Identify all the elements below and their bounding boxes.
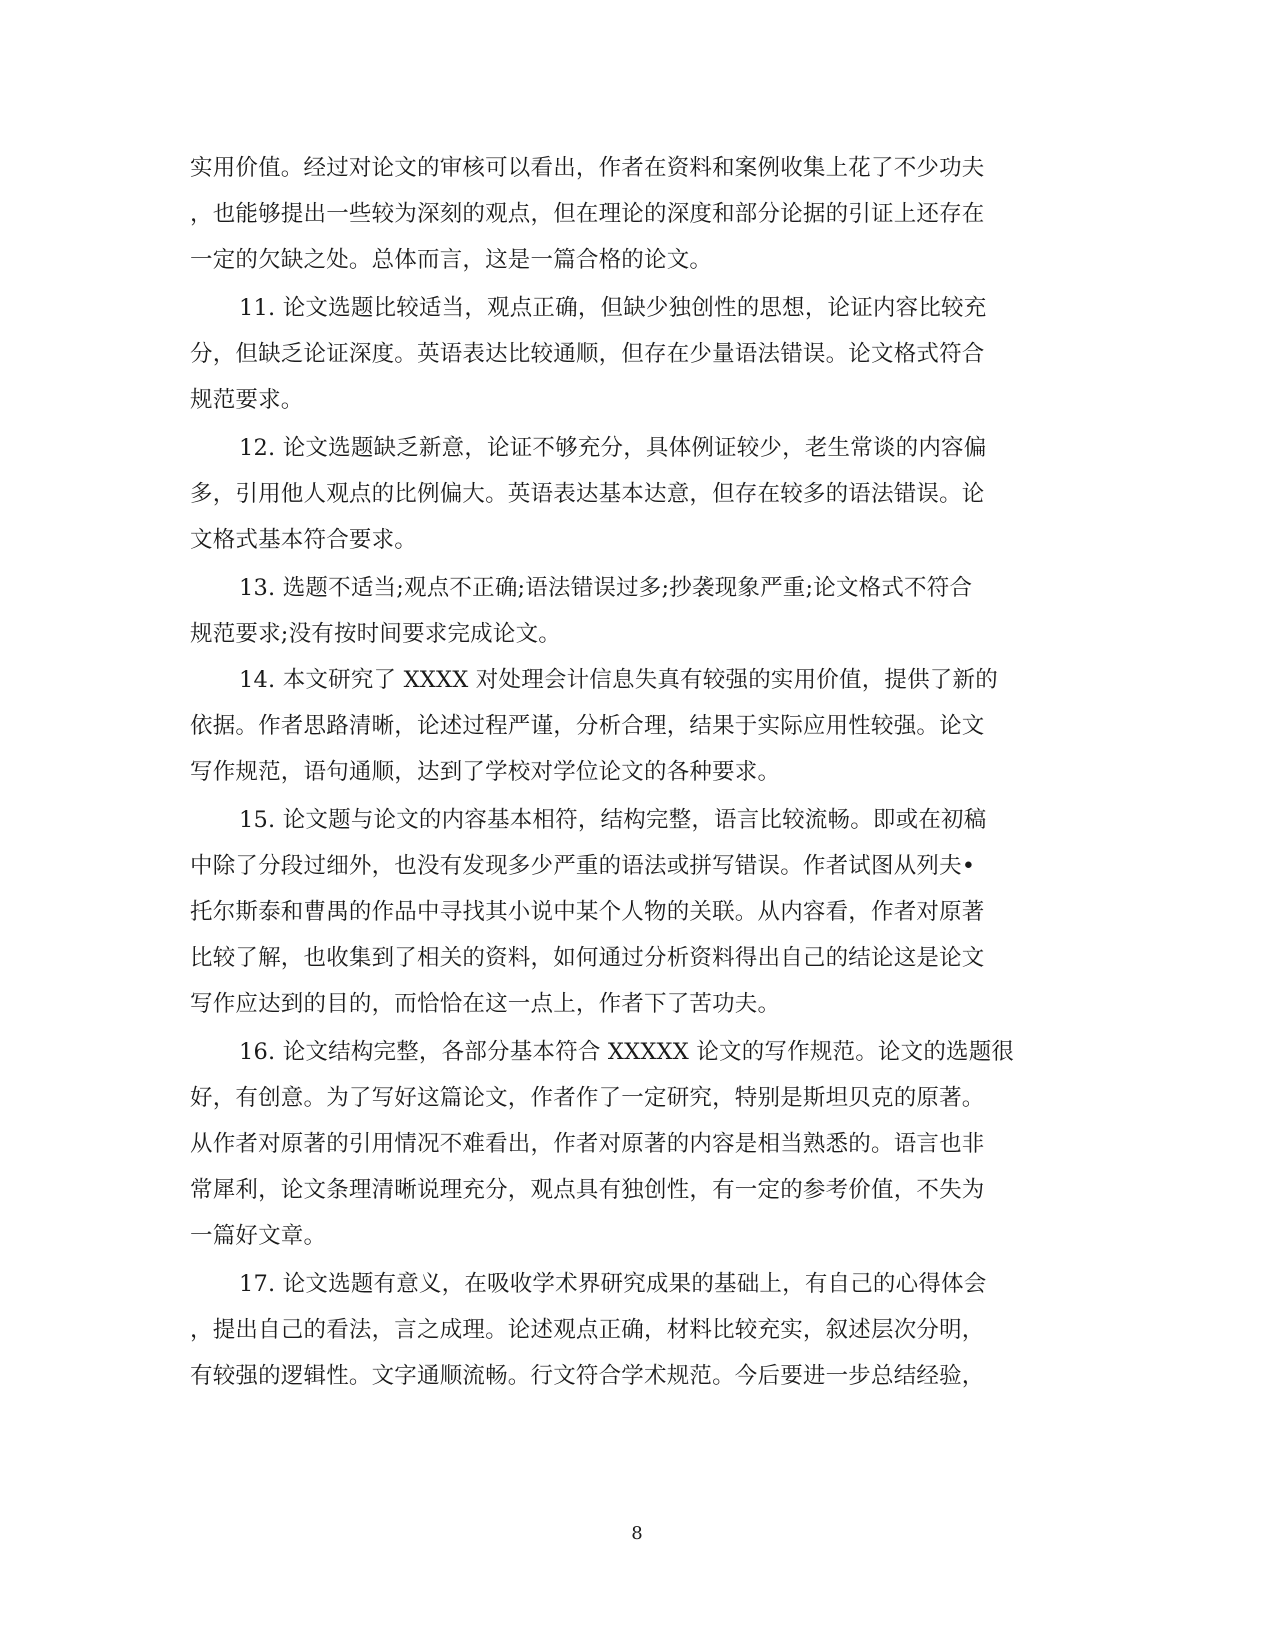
- text-line: 文格式基本符合要求。: [190, 527, 418, 553]
- text-line: 依据。作者思路清晰，论述过程严谨，分析合理，结果于实际应用性较强。论文: [190, 713, 985, 739]
- text-line: 规范要求。: [190, 387, 304, 413]
- text-line: 有较强的逻辑性。文字通顺流畅。行文符合学术规范。今后要进一步总结经验，: [190, 1363, 985, 1389]
- text-line: 好，有创意。为了写好这篇论文，作者作了一定研究，特别是斯坦贝克的原著。: [190, 1085, 985, 1111]
- text-line: ，提出自己的看法，言之成理。论述观点正确，材料比较充实，叙述层次分明，: [190, 1317, 985, 1343]
- text-line: 比较了解，也收集到了相关的资料，如何通过分析资料得出自己的结论这是论文: [190, 945, 985, 971]
- text-line: 写作应达到的目的，而恰恰在这一点上，作者下了苦功夫。: [190, 991, 781, 1017]
- text-line: 15. 论文题与论文的内容基本相符，结构完整，语言比较流畅。即或在初稿: [239, 807, 987, 833]
- text-line: 中除了分段过细外，也没有发现多少严重的语法或拼写错误。作者试图从列夫•: [190, 853, 976, 879]
- text-line: 14. 本文研究了 XXXX 对处理会计信息失真有较强的实用价值，提供了新的: [239, 667, 998, 693]
- text-line: 一定的欠缺之处。总体而言，这是一篇合格的论文。: [190, 247, 713, 273]
- text-line: 托尔斯泰和曹禺的作品中寻找其小说中某个人物的关联。从内容看，作者对原著: [190, 899, 985, 925]
- text-line: 多，引用他人观点的比例偏大。英语表达基本达意，但存在较多的语法错误。论: [190, 481, 985, 507]
- text-line: 12. 论文选题缺乏新意，论证不够充分，具体例证较少，老生常谈的内容偏: [239, 435, 987, 461]
- page-number: 8: [631, 1523, 643, 1544]
- text-line: 一篇好文章。: [190, 1223, 327, 1249]
- text-line: 写作规范，语句通顺，达到了学校对学位论文的各种要求。: [190, 759, 781, 785]
- text-line: 13. 选题不适当;观点不正确;语法错误过多;抄袭现象严重;论文格式不符合: [239, 575, 973, 601]
- text-line: 实用价值。经过对论文的审核可以看出，作者在资料和案例收集上花了不少功夫: [190, 155, 985, 181]
- text-line: 规范要求;没有按时间要求完成论文。: [190, 621, 561, 647]
- text-line: 17. 论文选题有意义，在吸收学术界研究成果的基础上，有自己的心得体会: [239, 1271, 987, 1297]
- text-line: 常犀利，论文条理清晰说理充分，观点具有独创性，有一定的参考价值，不失为: [190, 1177, 985, 1203]
- text-line: 分，但缺乏论证深度。英语表达比较通顺，但存在少量语法错误。论文格式符合: [190, 341, 985, 367]
- text-line: 11. 论文选题比较适当，观点正确，但缺少独创性的思想，论证内容比较充: [239, 295, 987, 321]
- text-line: 从作者对原著的引用情况不难看出，作者对原著的内容是相当熟悉的。语言也非: [190, 1131, 985, 1157]
- text-line: ，也能够提出一些较为深刻的观点，但在理论的深度和部分论据的引证上还存在: [190, 201, 985, 227]
- text-line: 16. 论文结构完整，各部分基本符合 XXXXX 论文的写作规范。论文的选题很: [239, 1039, 1015, 1065]
